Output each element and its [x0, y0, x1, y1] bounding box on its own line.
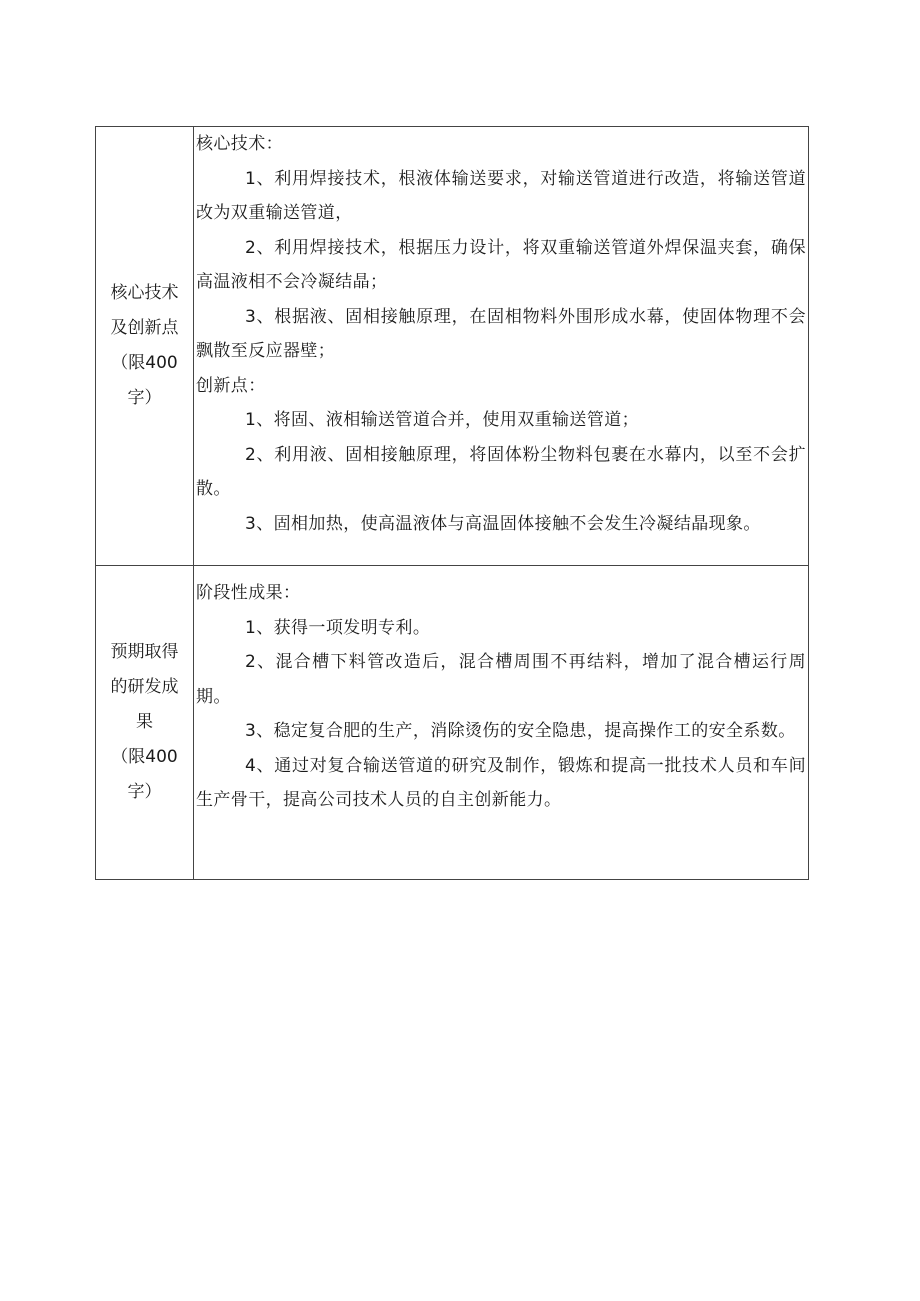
row-label-cell	[96, 566, 194, 880]
table-row	[96, 566, 809, 880]
table-row	[96, 127, 809, 566]
list-item: 1、将固、液相输送管道合并，使用双重输送管道；	[245, 410, 640, 430]
label-line: 预期取得	[110, 642, 179, 662]
label-line: 的研发成	[110, 677, 179, 697]
row-label	[96, 276, 193, 416]
list-item: 3、根据液、固相接触原理，在固相物料外围形成水幕，使固体物理不会飘散至反应器壁；	[196, 306, 806, 361]
list-item: 1、利用焊接技术，根液体输送要求，对输送管道进行改造，将输送管道改为双重输送管道，	[196, 168, 806, 223]
label-line: 核心技术	[110, 283, 179, 303]
section-heading: 创新点：	[196, 375, 266, 396]
list-item: 4、通过对复合输送管道的研究及制作，锻炼和提高一批技术人员和车间生产骨干，提高公司技术人员的自主创新能力。	[196, 755, 806, 810]
row-content-cell	[194, 566, 809, 880]
section-heading: 核心技术：	[196, 134, 283, 154]
section-content	[194, 566, 808, 879]
section-heading: 阶段性成果：	[196, 583, 301, 603]
label-line: 及创新点	[110, 318, 179, 338]
section-content	[194, 127, 808, 565]
label-line: 果	[136, 712, 153, 732]
list-item: 3、稳定复合肥的生产，消除烫伤的安全隐患，提高操作工的安全系数。	[245, 721, 796, 741]
row-label-cell	[96, 127, 194, 566]
list-item: 1、获得一项发明专利。	[245, 617, 431, 638]
form-table	[95, 126, 809, 880]
list-item: 2、混合槽下料管改造后，混合槽周围不再结料，增加了混合槽运行周期。	[196, 652, 806, 707]
row-content-cell	[194, 127, 809, 566]
label-line: 字）	[127, 782, 162, 802]
list-item: 2、利用焊接技术，根据压力设计，将双重输送管道外焊保温夹套，确保高温液相不会冷凝结晶；	[196, 237, 806, 292]
label-line: （限400	[111, 353, 178, 373]
label-line: （限400	[111, 747, 178, 767]
list-item: 3、固相加热，使高温液体与高温固体接触不会发生冷凝结晶现象。	[245, 513, 761, 534]
label-line: 字）	[127, 388, 162, 408]
row-label	[96, 635, 193, 810]
list-item: 2、利用液、固相接触原理，将固体粉尘物料包裹在水幕内，以至不会扩散。	[196, 444, 806, 499]
